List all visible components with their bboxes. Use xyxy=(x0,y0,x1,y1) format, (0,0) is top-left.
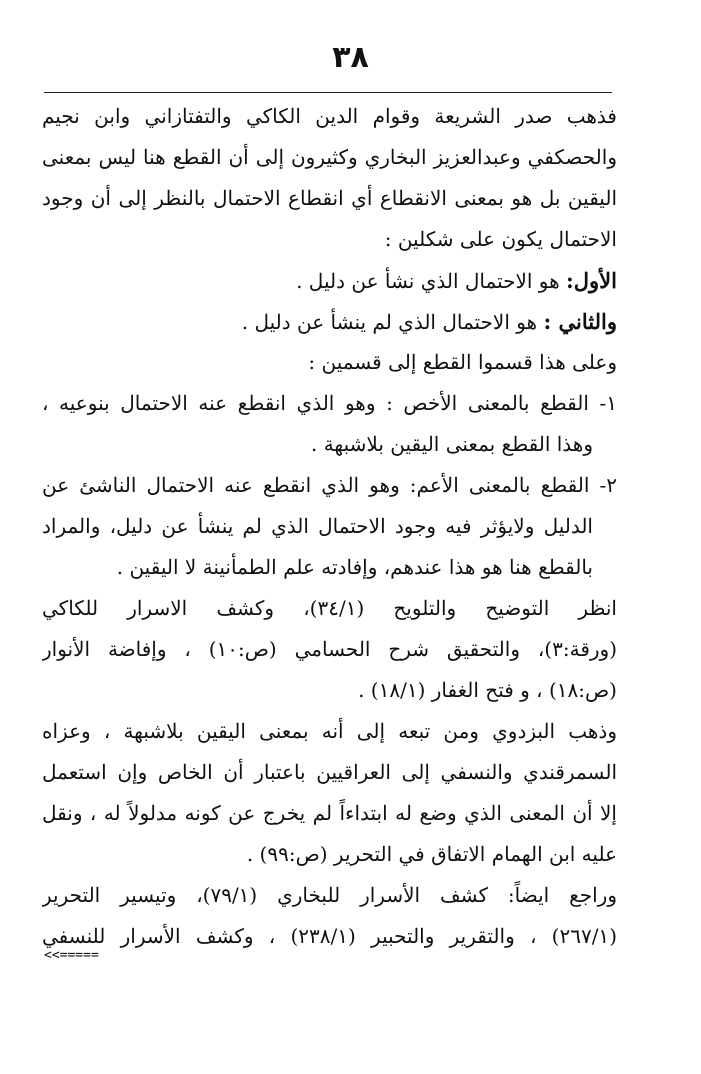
definition-first xyxy=(42,260,617,301)
definition-label: والثاني : xyxy=(543,309,617,334)
text-line: وعلى هذا قسموا القطع إلى قسمين : xyxy=(308,350,617,374)
text-line: اليقين بل هو بمعنى الانقطاع أي انقطاع الاحتمال بالنظر إلى أن وجود xyxy=(42,186,617,210)
text-line: الاحتمال يكون على شكلين : xyxy=(384,227,617,251)
definition-second xyxy=(42,301,617,342)
list-item-continuation: الدليل ولايؤثر فيه وجود الاحتمال الذي لم ينشأ عن دليل، والمراد xyxy=(42,514,593,538)
text-line: وذهب البزدوي ومن تبعه إلى أنه بمعنى اليقين بلاشبهة ، وعزاه xyxy=(42,719,617,743)
body-text xyxy=(42,96,617,957)
text-line: السمرقندي والنسفي إلى العراقيين باعتبار أن الخاص وإن استعمل xyxy=(42,760,617,784)
text-line: عليه ابن الهمام الاتفاق في التحرير (ص:٩٩) . xyxy=(246,842,617,866)
list-item-continuation: وهذا القطع بمعنى اليقين بلاشبهة . xyxy=(310,432,593,456)
header-rule xyxy=(44,92,612,93)
text-line: والحصكفي وعبدالعزيز البخاري وكثيرون إلى أن القطع هنا ليس بمعنى xyxy=(42,145,617,169)
reference-line: (٢٦٧/١) ، والتقرير والتحبير (٢٣٨/١) ، وكشف الأسرار للنسفي xyxy=(42,924,617,948)
reference-line: وراجع ايضاً: كشف الأسرار للبخاري (٧٩/١)، وتيسير التحرير xyxy=(42,883,617,907)
continuation-marker: <<===== xyxy=(44,948,99,963)
reference-line: (ورقة:٣)، والتحقيق شرح الحسامي (ص:١٠) ، وإفاضة الأنوار xyxy=(42,637,617,661)
reference-line: انظر التوضيح والتلويح (٣٤/١)، وكشف الاسرار للكاكي xyxy=(42,596,617,620)
definition-text: هو الاحتمال الذي نشأ عن دليل . xyxy=(296,269,567,293)
list-item: ١- القطع بالمعنى الأخص : وهو الذي انقطع عنه الاحتمال بنوعيه ، xyxy=(42,391,617,415)
list-item-continuation: بالقطع هنا هو هذا عندهم، وإفادته علم الطمأنينة لا اليقين . xyxy=(116,555,593,579)
list-item: ٢- القطع بالمعنى الأعم: وهو الذي انقطع عنه الاحتمال الناشئ عن xyxy=(42,473,617,497)
reference-line: (ص:١٨) ، و فتح الغفار (١٨/١) . xyxy=(358,678,617,702)
text-line: فذهب صدر الشريعة وقوام الدين الكاكي والتفتازاني وابن نجيم xyxy=(42,104,617,128)
definition-text: هو الاحتمال الذي لم ينشأ عن دليل . xyxy=(241,310,544,334)
text-line: إلا أن المعنى الذي وضع له ابتداءاً لم يخرج عن كونه مدلولاً له ، ونقل xyxy=(42,801,617,825)
definition-label: الأول: xyxy=(566,268,617,293)
page-number: ٣٨ xyxy=(332,40,369,75)
